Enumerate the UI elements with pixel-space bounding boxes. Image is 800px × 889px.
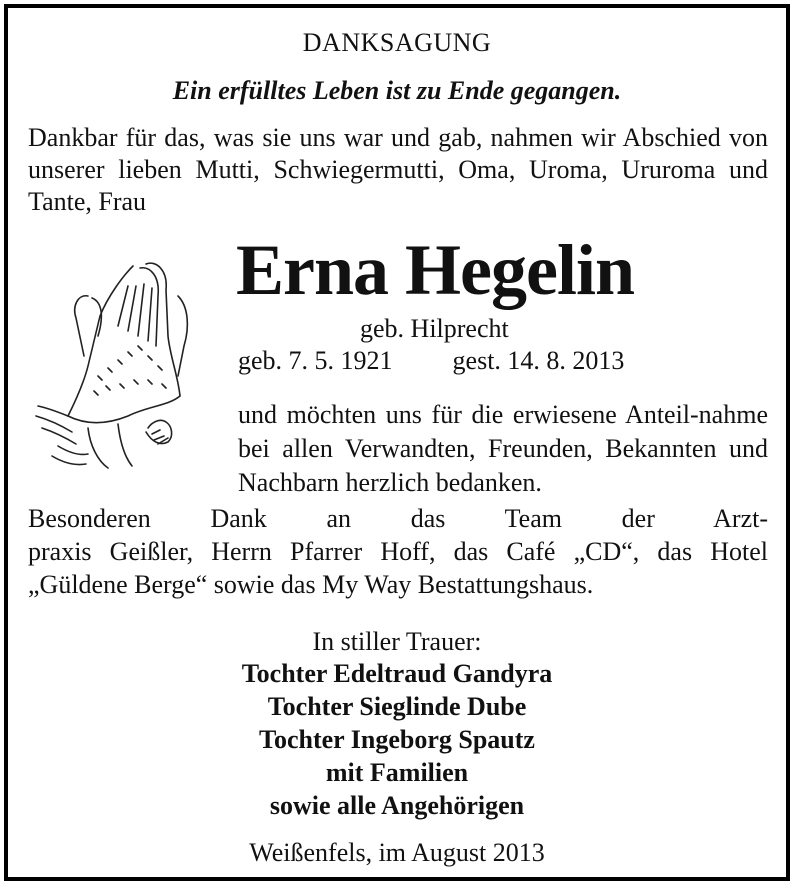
special-thanks-rest: praxis Geißler, Herrn Pfarrer Hoff, das Café „CD“, das Hotel „Güldene Berge“ sowie das My Way Bestattungshaus.	[28, 537, 768, 599]
special-thanks-line1: Besonderen Dank an das Team der Arzt-	[28, 504, 768, 533]
birth-date: geb. 7. 5. 1921	[238, 346, 393, 375]
family-member: sowie alle Angehörigen	[269, 791, 525, 820]
heading: DANKSAGUNG	[302, 28, 492, 57]
death-date: gest. 14. 8. 2013	[452, 346, 625, 375]
praying-hands-icon	[28, 256, 208, 476]
maiden-name: geb. Hilprecht	[360, 314, 509, 343]
family-member: Tochter Ingeborg Spautz	[259, 725, 535, 754]
life-dates	[238, 346, 624, 376]
family-member: Tochter Sieglinde Dube	[267, 692, 527, 721]
mourning-line: In stiller Trauer:	[312, 627, 482, 656]
family-member: Tochter Edeltraud Gandyra	[241, 659, 553, 688]
intro-text: Dankbar für das, was sie uns war und gab, nahmen wir Abschied von unserer lieben Mutti, Schwiegermutti, Oma, Uroma, Ururoma und Tante, Frau	[28, 123, 768, 216]
family-member: mit Familien	[325, 758, 469, 787]
special-thanks	[28, 502, 768, 601]
deceased-name: Erna Hegelin	[236, 230, 634, 310]
thanks-text: und möchten uns für die erwiesene Anteil-nahme bei allen Verwandten, Freunden, Bekannten und Nachbarn herzlich bedanken.	[238, 400, 768, 497]
place-date: Weißenfels, im August 2013	[249, 838, 545, 867]
obituary-card	[4, 4, 790, 881]
motto: Ein erfülltes Leben ist zu Ende gegangen.	[172, 76, 622, 105]
